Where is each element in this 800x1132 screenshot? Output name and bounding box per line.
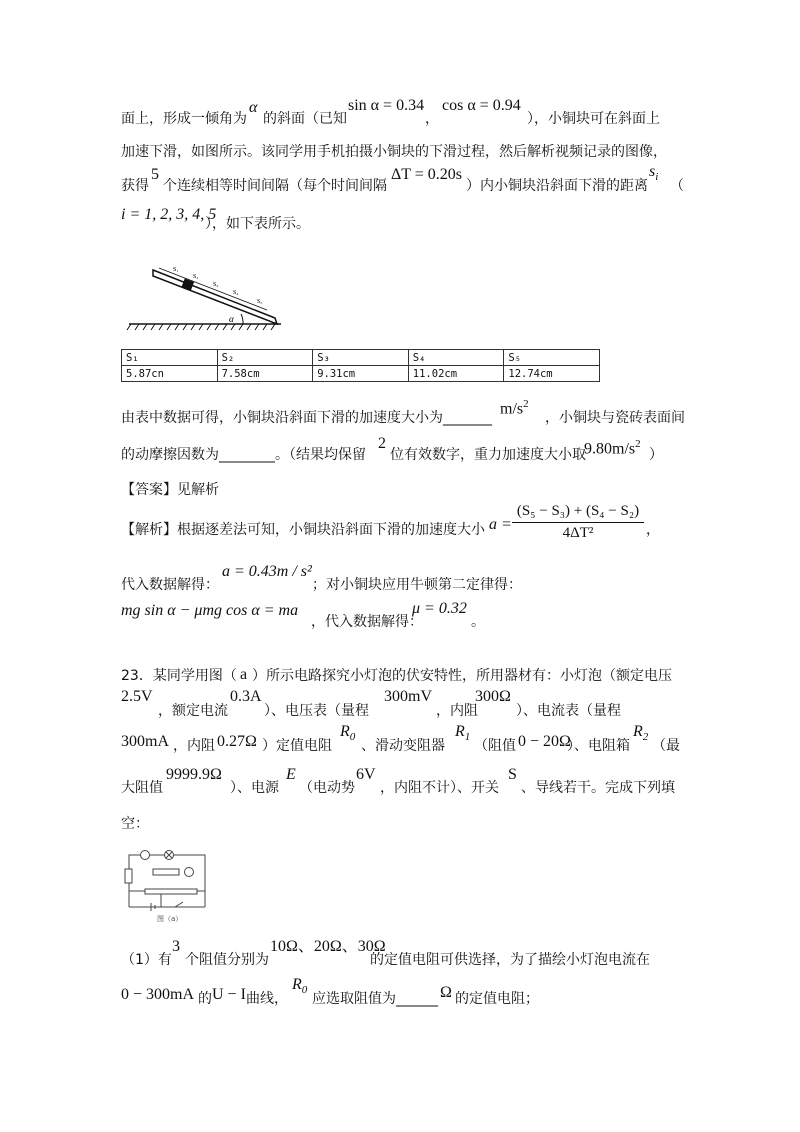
table-header-s5: S₅ (504, 350, 600, 366)
q23-line4-text-c: （电动势 (299, 780, 355, 796)
circuit-diagram-a (121, 845, 213, 923)
switch-symbol: S (508, 766, 517, 783)
ohm-symbol: Ω (440, 984, 452, 1001)
q23-line4-text-a: 大阻值 (121, 780, 163, 796)
table-row (122, 350, 600, 366)
p1-line3-text-c: ）内小铜块沿斜面下滑的距离 (466, 178, 648, 194)
q1-line2-text-c: 应选取阻值为______ (312, 991, 438, 1007)
analysis-line2-text-a: 代入数据解得： (121, 577, 219, 593)
box-max-resistance: 9999.9Ω (166, 766, 222, 783)
q23-line3-text-c: 、滑动变阻器 (361, 738, 445, 754)
rated-voltage: 2.5V (121, 688, 153, 705)
p2-line1-text-b: ，小铜块与瓷砖表面间 (545, 410, 685, 426)
index-range: i = 1, 2, 3, 4, 5 (121, 206, 217, 223)
table-header-s1: S₁ (122, 350, 218, 366)
accel-fraction (512, 503, 644, 542)
p2-line2-paren: ） (649, 447, 663, 463)
q1-line2-text-b: 曲线， (246, 991, 288, 1007)
q23-line4-text-e: 、导线若干。完成下列填 (521, 780, 675, 796)
incline-angle-label: α (229, 314, 234, 324)
table-cell-s4: 11.02cm (408, 366, 504, 382)
q23-line4-text-b: ）、电源 (230, 780, 279, 796)
ui-curve: U − I (212, 986, 246, 1003)
newton-equation: mg sin α − μmg cos α = ma (121, 602, 299, 619)
delta-t-value: ΔT = 0.20s (391, 166, 463, 183)
sin-value: sin α = 0.34 (348, 97, 425, 114)
analysis-comma: ， (646, 522, 660, 538)
voltmeter-resistance: 300Ω (475, 688, 511, 705)
resistor-options: 10Ω、20Ω、30Ω (270, 938, 386, 955)
gravity-value: $9.80m/s^2$ (584, 438, 641, 458)
answer-line: 【答案】见解析 (121, 482, 219, 498)
five-number: 5 (151, 166, 159, 183)
q23-line4-text-d: ，内阻不计）、开关 (380, 780, 499, 796)
p1-line1-text-b: 的斜面（已知 (263, 111, 347, 127)
rheostat-range: 0 − 20Ω (518, 733, 571, 750)
three-number: 3 (172, 938, 180, 955)
incline-label-s1: S₁ (173, 267, 179, 273)
table-header-s3: S₃ (313, 350, 409, 366)
fixed-resistor-symbol: $R_0$ (340, 723, 356, 744)
p2-line2-text-b: 位有效数字，重力加速度大小取 (390, 447, 586, 463)
q23-line3-text-e: ）、电阻箱 (567, 738, 630, 754)
incline-label-s2: S₂ (193, 274, 199, 280)
analysis-period: 。 (471, 614, 485, 630)
p2-line2-text-a: 的动摩擦因数为________。（结果均保留 (121, 447, 366, 463)
current-range: 0 − 300mA (121, 986, 195, 1003)
accel-lhs: a = (489, 516, 512, 533)
q23-line3-text-d: （阻值 (474, 738, 516, 754)
incline-figure (125, 262, 285, 332)
alpha-symbol: α (249, 99, 258, 116)
p1-line3-paren: （ (670, 178, 684, 194)
table-cell-s5: 12.74cm (504, 366, 600, 382)
p1-line3-text-a: 获得 (121, 178, 149, 194)
table-cell-s1: 5.87cn (122, 366, 218, 382)
table-row (122, 366, 600, 382)
s-i-symbol: $s_i$ (649, 163, 659, 184)
table-header-s4: S₄ (408, 350, 504, 366)
q23-line2-text-a: ，额定电流 (158, 703, 228, 719)
q1-fixed-resistor-symbol: $R_0$ (292, 976, 308, 997)
q1-line1-text-a: （1）有 (121, 952, 172, 968)
accel-result: a = 0.43m / s² (222, 563, 312, 580)
ammeter-range: 300mA (121, 733, 169, 750)
incline-label-s4: S₄ (233, 290, 239, 296)
cos-value: cos α = 0.94 (442, 97, 521, 114)
emf-value: 6V (356, 766, 376, 783)
rated-current: 0.3A (230, 688, 262, 705)
emf-symbol: E (286, 766, 296, 783)
p1-line3-text-b: 个连续相等时间间隔（每个时间间隔 (163, 178, 387, 194)
rheostat-symbol: $R_1$ (455, 723, 471, 744)
table-header-s2: S₂ (217, 350, 313, 366)
p1-line1-text-a: 面上，形成一倾角为 (121, 111, 247, 127)
p1-comma: ， (425, 111, 439, 127)
q23-line3-text-b: ）定值电阻 (262, 738, 332, 754)
q23-line1-text-a: 23．某同学用图（ (121, 668, 237, 684)
q23-line3-text-f: （最 (652, 738, 680, 754)
accel-denominator: 4ΔT² (562, 525, 594, 541)
incline-label-s5: S₅ (257, 299, 263, 305)
ammeter-resistance: 0.27Ω (217, 733, 257, 750)
fraction-bar (512, 522, 644, 523)
sig-fig-number: 2 (378, 435, 386, 452)
q23-line2-text-d: ）、电流表（量程 (516, 703, 621, 719)
analysis-line1: 【解析】根据逐差法可知，小铜块沿斜面下滑的加速度大小 (121, 522, 485, 538)
table-cell-s3: 9.31cm (313, 366, 409, 382)
q23-line5-text: 空： (121, 816, 149, 832)
q23-line1-text-b: ）所示电路探究小灯泡的伏安特性，所用器材有：小灯泡（额定电压 (252, 668, 672, 684)
q1-line1-text-c: 的定值电阻可供选择，为了描绘小灯泡电流在 (370, 952, 650, 968)
accel-numerator: (S₅ − S₃) + (S₄ − S₂) (516, 503, 640, 519)
q1-line2-text-a: 的 (198, 991, 212, 1007)
analysis-line2-text-b: ；对小铜块应用牛顿第二定律得： (312, 577, 522, 593)
p1-line4-text: ），如下表所示。 (205, 216, 310, 232)
incline-label-s3: S₃ (213, 282, 219, 288)
p2-line1-text-a: 由表中数据可得，小铜块沿斜面下滑的加速度大小为_______ (121, 410, 492, 426)
p1-line2-text: 加速下滑，如图所示。该同学用手机拍摄小铜块的下滑过程，然后解析视频记录的图像， (121, 144, 667, 160)
table-cell-s2: 7.58cm (217, 366, 313, 382)
analysis-line3-text-a: ，代入数据解得： (311, 614, 423, 630)
circuit-caption: 图（a） (157, 915, 183, 923)
q23-line3-text-a: ，内阻 (173, 738, 215, 754)
figure-letter: a (240, 666, 248, 683)
q1-line2-text-d: 的定值电阻； (455, 991, 539, 1007)
distance-table (121, 349, 600, 382)
resistance-box-symbol: $R_2$ (633, 723, 649, 744)
voltmeter-range: 300mV (384, 688, 432, 705)
mu-result: μ = 0.32 (412, 600, 467, 617)
q1-line1-text-b: 个阻值分别为 (185, 952, 269, 968)
p1-line1-text-c: ），小铜块可在斜面上 (527, 111, 660, 127)
q23-line2-text-b: ）、电压表（量程 (264, 703, 369, 719)
q23-line2-text-c: ，内阻 (436, 703, 478, 719)
accel-unit: $m/s^2$ (500, 398, 529, 418)
